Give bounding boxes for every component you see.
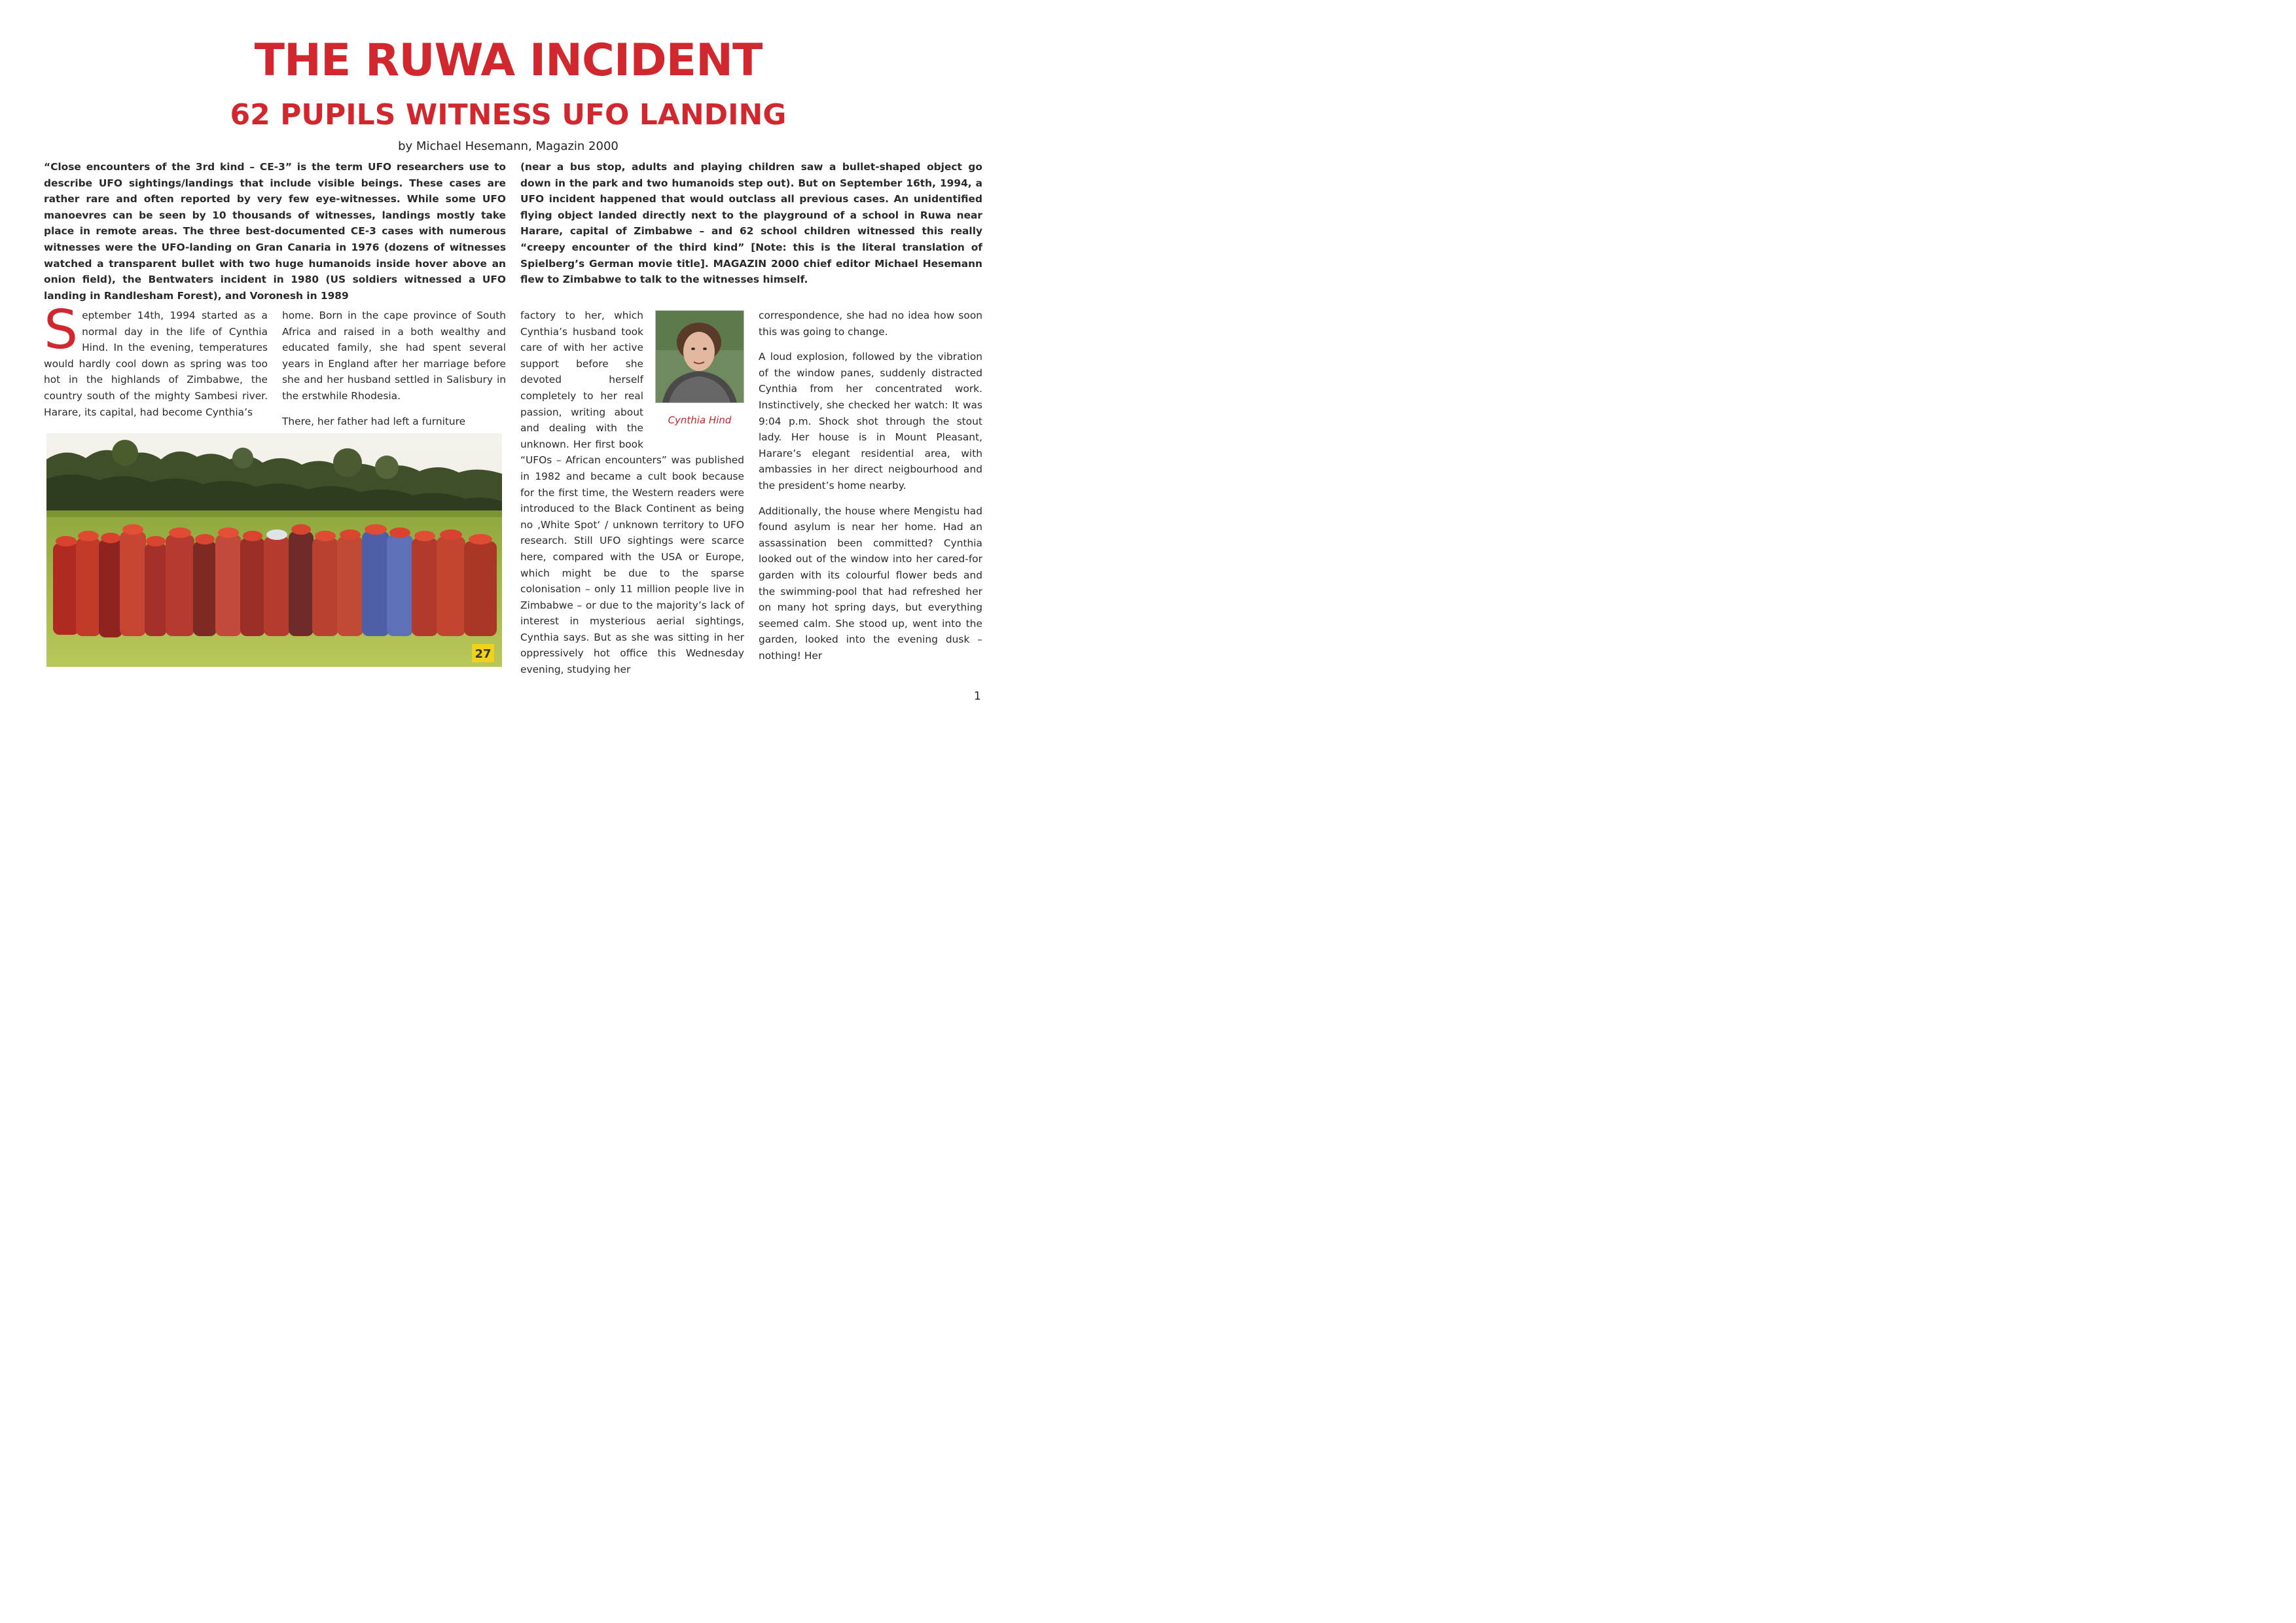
page-number: 1 bbox=[974, 690, 981, 703]
col4-paragraph-1: correspondence, she had no idea how soon this was going to change. bbox=[759, 310, 982, 338]
article-title: THE RUWA INCIDENT bbox=[254, 35, 762, 86]
intro-right: (near a bus stop, adults and playing children saw a bullet-shaped object go down in the park and two humanoids step out). But on September 16th, 1994, a UFO incident happened that would outclass all previous cases. An unidentified flying object landed directly next to the playground of a school in Ruwa near Harare, capital of Zimbabwe – and 62 school children witnessed this really “creepy encounter of the third kind” [Note: this is the literal translation of Spielberg’s German movie title]. MAGAZIN 2000 chief editor Michael Hesemann flew to Zimbabwe to talk to the witnesses himself. bbox=[520, 161, 982, 286]
crowd-figures bbox=[53, 524, 497, 637]
group-photo bbox=[46, 433, 502, 667]
byline: by Michael Hesemann, Magazin 2000 bbox=[398, 139, 619, 153]
intro-left: “Close encounters of the 3rd kind – CE-3” is the term UFO researchers use to describe UFO sightings/landings that include visible beings. These cases are rather rare and often reported by very few eye-witnesses. While some UFO manoevres can be seen by 10 thousands of witnesses, landings mostly take place in remote areas. The three best-documented CE-3 cases with numerous witnesses were the UFO-landing on Gran Canaria in 1976 (dozens of witnesses watched a transparent bullet with two huge humanoids inside hover above an onion field), the Bentwaters incident in 1980 (US soldiers witnessed a UFO landing in Randlesham Forest), and Voronesh in 1989 bbox=[44, 161, 506, 302]
col2-paragraph-1: home. Born in the cape province of South Africa and raised in a both wealthy and educated family, she had spent several years in England after her marriage before she and her husband settled in Salisbury in the erstwhile Rhodesia. bbox=[282, 310, 506, 402]
body-column-2 bbox=[282, 308, 506, 438]
body-column-4 bbox=[759, 308, 982, 673]
col2-paragraph-2: There, her father had left a furniture bbox=[282, 415, 466, 427]
col4-paragraph-2: A loud explosion, followed by the vibration of the window panes, suddenly distracted Cynthia from her concentrated work. Instinctively, she checked her watch: It was 9:04 p.m. Shock shot through the stout lady. Her house is in Mount Pleasant, Harare’s elegant residential area, with ambassies in her direct neigbourhood and the president’s home nearby. bbox=[759, 351, 982, 491]
drop-cap: S bbox=[44, 299, 79, 361]
portrait-photo bbox=[655, 310, 744, 403]
col3-text: factory to her, which Cynthia’s husband took care of with her active support before she devoted herself completely to her real passion, writing about and dealing with the unknown. Her first book “UFOs – African encounters” was published in 1982 and became a cult book because for the first time, the Western readers were introduced to the Black Continent as being no ‚White Spot‘ / unknown territory to UFO research. Still UFO sightings were scarce here, compared with the USA or Europe, which might be due to the sparse colonisation – only 11 million people live in Zimbabwe – or due to the majority’s lack of interest in mysterious aerial sightings, Cynthia says. But as she was sitting in her oppressively hot office this Wednesday evening, studying her bbox=[520, 310, 744, 676]
article-subtitle: 62 PUPILS WITNESS UFO LANDING bbox=[230, 98, 787, 132]
body-column-3 bbox=[520, 308, 744, 678]
portrait-caption: Cynthia Hind bbox=[668, 414, 732, 426]
magazine-page bbox=[0, 0, 1016, 719]
col4-paragraph-3: Additionally, the house where Mengistu had found asylum is near her home. Had an assassination been committed? Cynthia looked out of the window into her cared-for garden with its colourful flower beds and the swimming-pool that had refreshed her on many hot spring days, but everything seemed calm. She stood up, went into the garden, looked into the evening dusk – nothing! Her bbox=[759, 505, 982, 662]
body-column-1 bbox=[44, 299, 268, 420]
photo-page-mark: 27 bbox=[475, 647, 492, 661]
col1-text: eptember 14th, 1994 started as a normal day in the life of Cynthia Hind. In the evening, temperatures would hardly cool down as spring was too hot in the highlands of Zimbabwe, the country south of the mighty Sambesi river. Harare, its capital, had become Cynthia’s bbox=[44, 310, 268, 418]
portrait-float bbox=[649, 308, 744, 438]
